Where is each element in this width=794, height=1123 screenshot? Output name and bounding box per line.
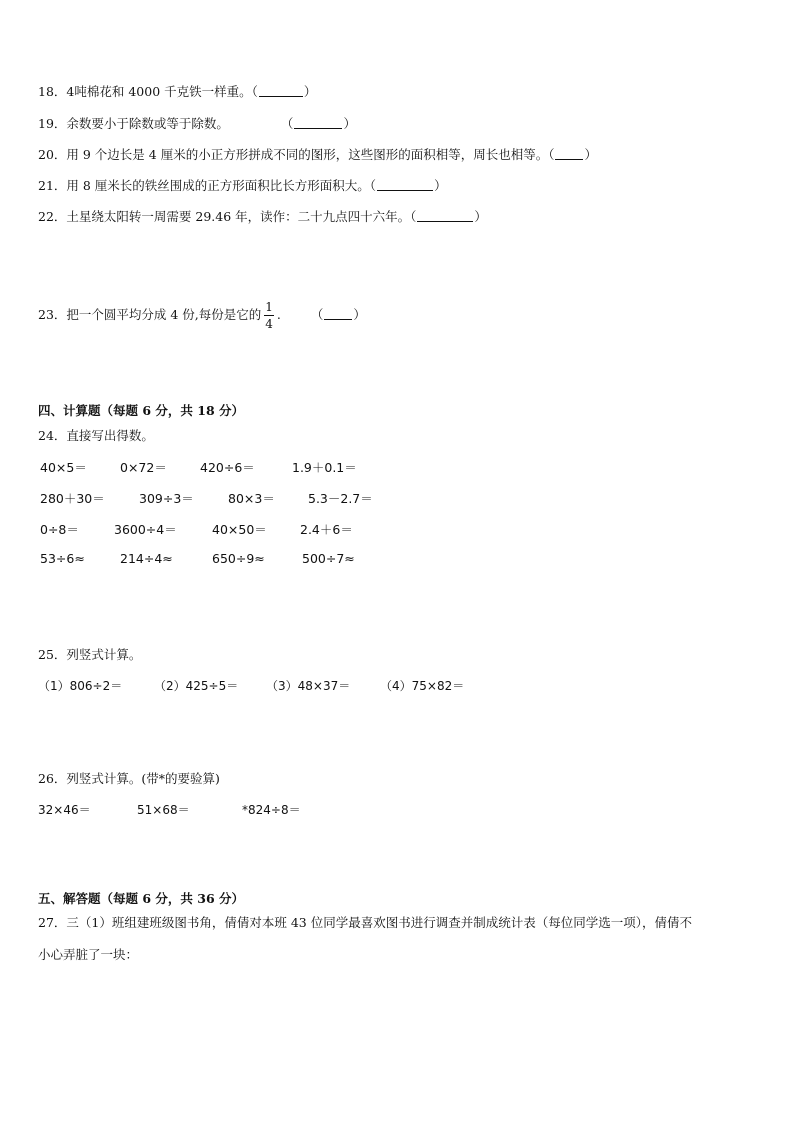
answer-blank[interactable]	[294, 116, 342, 129]
calc-item: 53÷6≈	[40, 551, 85, 566]
question-20-text: 20．用 9 个边长是 4 厘米的小正方形拼成不同的图形，这些图形的面积相等，周长也相等。（	[38, 147, 555, 162]
vertical-calc-item: （2）425÷5＝	[154, 679, 239, 693]
question-23: 23．把一个圆平均分成 4 份,每份是它的 $\frac{1}{4}$ . （ ）	[38, 299, 366, 331]
question-24-title: 24．直接写出得数。	[38, 428, 154, 443]
calc-item: 650÷9≈	[212, 551, 265, 566]
calc-item: 80×3＝	[228, 491, 275, 506]
calc-item: 40×50＝	[212, 522, 267, 537]
answer-blank[interactable]	[417, 209, 473, 222]
calc-item: 309÷3＝	[139, 491, 194, 506]
question-20: 20．用 9 个边长是 4 厘米的小正方形拼成不同的图形，这些图形的面积相等，周长也相等。（ ）	[38, 147, 597, 162]
question-27-line-1: 27．三（1）班组建班级图书角，倩倩对本班 43 位同学最喜欢图书进行调查并制成统计表（每位同学选一项），倩倩不	[38, 915, 692, 930]
question-22-text: 22．土星绕太阳转一周需要 29.46 年，读作：二十九点四十六年。（	[38, 209, 417, 224]
question-21-text: 21．用 8 厘米长的铁丝围成的正方形面积比长方形面积大。（	[38, 178, 377, 193]
calc-item: 420÷6＝	[200, 460, 255, 475]
calc-item: 2.4＋6＝	[300, 522, 353, 537]
question-18-text: 18．4吨棉花和 4000 千克铁一样重。（	[38, 84, 258, 99]
answer-blank[interactable]	[324, 307, 352, 320]
question-18: 18．4吨棉花和 4000 千克铁一样重。（ ）	[38, 84, 317, 99]
answer-blank[interactable]	[377, 178, 433, 191]
calc-item: 0÷8＝	[40, 522, 79, 537]
question-23-text: 23．把一个圆平均分成 4 份,每份是它的	[38, 307, 262, 322]
question-21: 21．用 8 厘米长的铁丝围成的正方形面积比长方形面积大。（ ）	[38, 178, 447, 193]
answer-blank[interactable]	[555, 147, 583, 160]
question-22: 22．土星绕太阳转一周需要 29.46 年，读作：二十九点四十六年。（ ）	[38, 209, 487, 224]
section-5-heading: 五、解答题（每题 6 分，共 36 分）	[38, 891, 245, 906]
vertical-calc-item: （3）48×37＝	[266, 679, 351, 693]
answer-blank[interactable]	[259, 84, 303, 97]
question-27-line-2: 小心弄脏了一块：	[38, 947, 139, 962]
calc-item: 1.9＋0.1＝	[292, 460, 357, 475]
calc-item: 0×72＝	[120, 460, 167, 475]
vertical-calc-item: （4）75×82＝	[380, 679, 465, 693]
vertical-calc-item: *824÷8＝	[242, 803, 301, 817]
calc-item: 500÷7≈	[302, 551, 355, 566]
question-26-title: 26．列竖式计算。(带*的要验算)	[38, 771, 220, 786]
calc-item: 40×5＝	[40, 460, 87, 475]
fraction: $\frac{1}{4}$	[265, 299, 273, 331]
question-19-text: 19．余数要小于除数或等于除数。	[38, 116, 229, 131]
question-19: 19．余数要小于除数或等于除数。 （ ）	[38, 116, 356, 131]
calc-item: 280＋30＝	[40, 491, 105, 506]
vertical-calc-item: 51×68＝	[137, 803, 190, 817]
vertical-calc-item: 32×46＝	[38, 803, 91, 817]
vertical-calc-item: （1）806÷2＝	[38, 679, 123, 693]
section-4-heading: 四、计算题（每题 6 分，共 18 分）	[38, 403, 245, 418]
calc-item: 214÷4≈	[120, 551, 173, 566]
calc-item: 5.3－2.7＝	[308, 491, 373, 506]
question-25-title: 25．列竖式计算。	[38, 647, 142, 662]
calc-item: 3600÷4＝	[114, 522, 177, 537]
